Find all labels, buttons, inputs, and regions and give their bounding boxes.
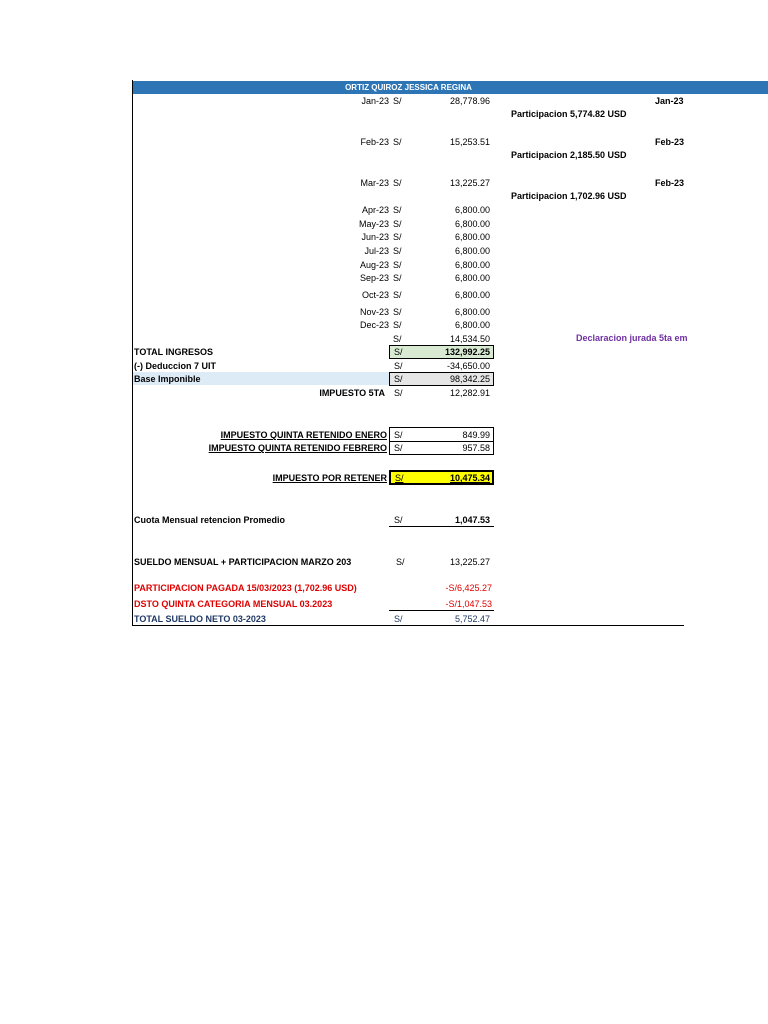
cuota-label: Cuota Mensual retencion Promedio <box>134 515 286 525</box>
cuota-value: 1,047.53 <box>454 515 490 525</box>
month-label: Aug-23 <box>359 260 389 270</box>
dsto-quinta-value: -S/1,047.53 <box>445 599 492 609</box>
currency-symbol: S/ <box>394 347 403 357</box>
currency-symbol: S/ <box>393 307 402 317</box>
base-imponible-label: Base Imponible <box>134 374 201 384</box>
currency-symbol: S/ <box>394 430 403 440</box>
currency-symbol: S/ <box>393 260 402 270</box>
retenido-febrero-label: IMPUESTO QUINTA RETENIDO FEBRERO <box>208 443 387 453</box>
participacion-pagada-value: -S/6,425.27 <box>445 583 492 593</box>
por-retener-label: IMPUESTO POR RETENER <box>272 473 387 483</box>
month-amount: 6,800.00 <box>454 219 490 229</box>
currency-symbol: S/ <box>393 273 402 283</box>
currency-symbol: S/ <box>394 374 403 384</box>
month-label: Mar-23 <box>360 178 389 188</box>
participation-month: Jan-23 <box>655 96 684 106</box>
total-neto-value: 5,752.47 <box>454 614 490 624</box>
header-bar-extension <box>684 81 768 94</box>
por-retener-value: 10,475.34 <box>449 473 490 483</box>
month-label: Oct-23 <box>361 290 389 300</box>
currency-symbol: S/ <box>393 96 402 106</box>
neto-separator <box>389 610 494 611</box>
total-ingresos-label: TOTAL INGRESOS <box>134 347 214 357</box>
month-label: Apr-23 <box>361 205 389 215</box>
month-label: Sep-23 <box>359 273 389 283</box>
month-amount: 6,800.00 <box>454 232 490 242</box>
currency-symbol: S/ <box>394 443 403 453</box>
month-amount: 6,800.00 <box>454 260 490 270</box>
month-amount: 6,800.00 <box>454 205 490 215</box>
base-imponible-value: 98,342.25 <box>449 374 490 384</box>
currency-symbol: S/ <box>393 178 402 188</box>
impuesto-5ta-value: 12,282.91 <box>449 388 490 398</box>
month-label: Jul-23 <box>364 246 389 256</box>
participation-label: Participacion 5,774.82 USD <box>511 109 627 119</box>
participacion-pagada-label: PARTICIPACION PAGADA 15/03/2023 (1,702.96 USD) <box>134 583 357 593</box>
month-amount: 15,253.51 <box>449 137 490 147</box>
cuota-underline <box>389 526 494 527</box>
sueldo-label: SUELDO MENSUAL + PARTICIPACION MARZO 203 <box>134 557 352 567</box>
declaracion-note: Declaracion jurada 5ta em <box>576 333 688 343</box>
participation-label: Participacion 2,185.50 USD <box>511 150 627 160</box>
currency-symbol: S/ <box>393 205 402 215</box>
retenido-enero-label: IMPUESTO QUINTA RETENIDO ENERO <box>220 430 387 440</box>
currency-symbol: S/ <box>395 473 404 483</box>
currency-symbol: S/ <box>396 557 405 567</box>
currency-symbol: S/ <box>393 219 402 229</box>
month-amount: 6,800.00 <box>454 320 490 330</box>
month-amount: 6,800.00 <box>454 273 490 283</box>
month-amount: 13,225.27 <box>449 178 490 188</box>
month-amount: 6,800.00 <box>454 246 490 256</box>
sueldo-value: 13,225.27 <box>449 557 490 567</box>
dsto-quinta-label: DSTO QUINTA CATEGORIA MENSUAL 03.2023 <box>134 599 333 609</box>
month-label: Dec-23 <box>359 320 389 330</box>
currency-symbol: S/ <box>394 515 403 525</box>
month-label: May-23 <box>358 219 389 229</box>
deduccion-value: -34,650.00 <box>446 361 490 371</box>
bottom-border <box>132 625 684 626</box>
currency-symbol: S/ <box>393 137 402 147</box>
retenido-febrero-value: 957.58 <box>462 443 490 453</box>
currency-symbol: S/ <box>393 232 402 242</box>
deduccion-label: (-) Deduccion 7 UIT <box>134 361 217 371</box>
total-ingresos-value: 132,992.25 <box>444 347 490 357</box>
currency-symbol: S/ <box>393 290 402 300</box>
currency-symbol: S/ <box>394 614 403 624</box>
sheet-title: ORTIZ QUIROZ JESSICA REGINA <box>345 83 472 92</box>
currency-symbol: S/ <box>394 361 403 371</box>
impuesto-5ta-label: IMPUESTO 5TA <box>319 388 385 398</box>
retenido-enero-value: 849.99 <box>462 430 490 440</box>
month-label: Jan-23 <box>361 96 389 106</box>
month-label: Feb-23 <box>360 137 389 147</box>
extra-row-amount: 14,534.50 <box>449 334 490 344</box>
currency-symbol: S/ <box>393 334 402 344</box>
month-label: Nov-23 <box>359 307 389 317</box>
month-amount: 6,800.00 <box>454 307 490 317</box>
month-label: Jun-23 <box>361 232 389 242</box>
currency-symbol: S/ <box>394 388 403 398</box>
participation-month: Feb-23 <box>655 178 685 188</box>
participation-label: Participacion 1,702.96 USD <box>511 191 627 201</box>
currency-symbol: S/ <box>393 320 402 330</box>
month-amount: 28,778.96 <box>449 96 490 106</box>
total-neto-label: TOTAL SUELDO NETO 03-2023 <box>134 614 266 624</box>
participation-month: Feb-23 <box>655 137 685 147</box>
currency-symbol: S/ <box>393 246 402 256</box>
month-amount: 6,800.00 <box>454 290 490 300</box>
